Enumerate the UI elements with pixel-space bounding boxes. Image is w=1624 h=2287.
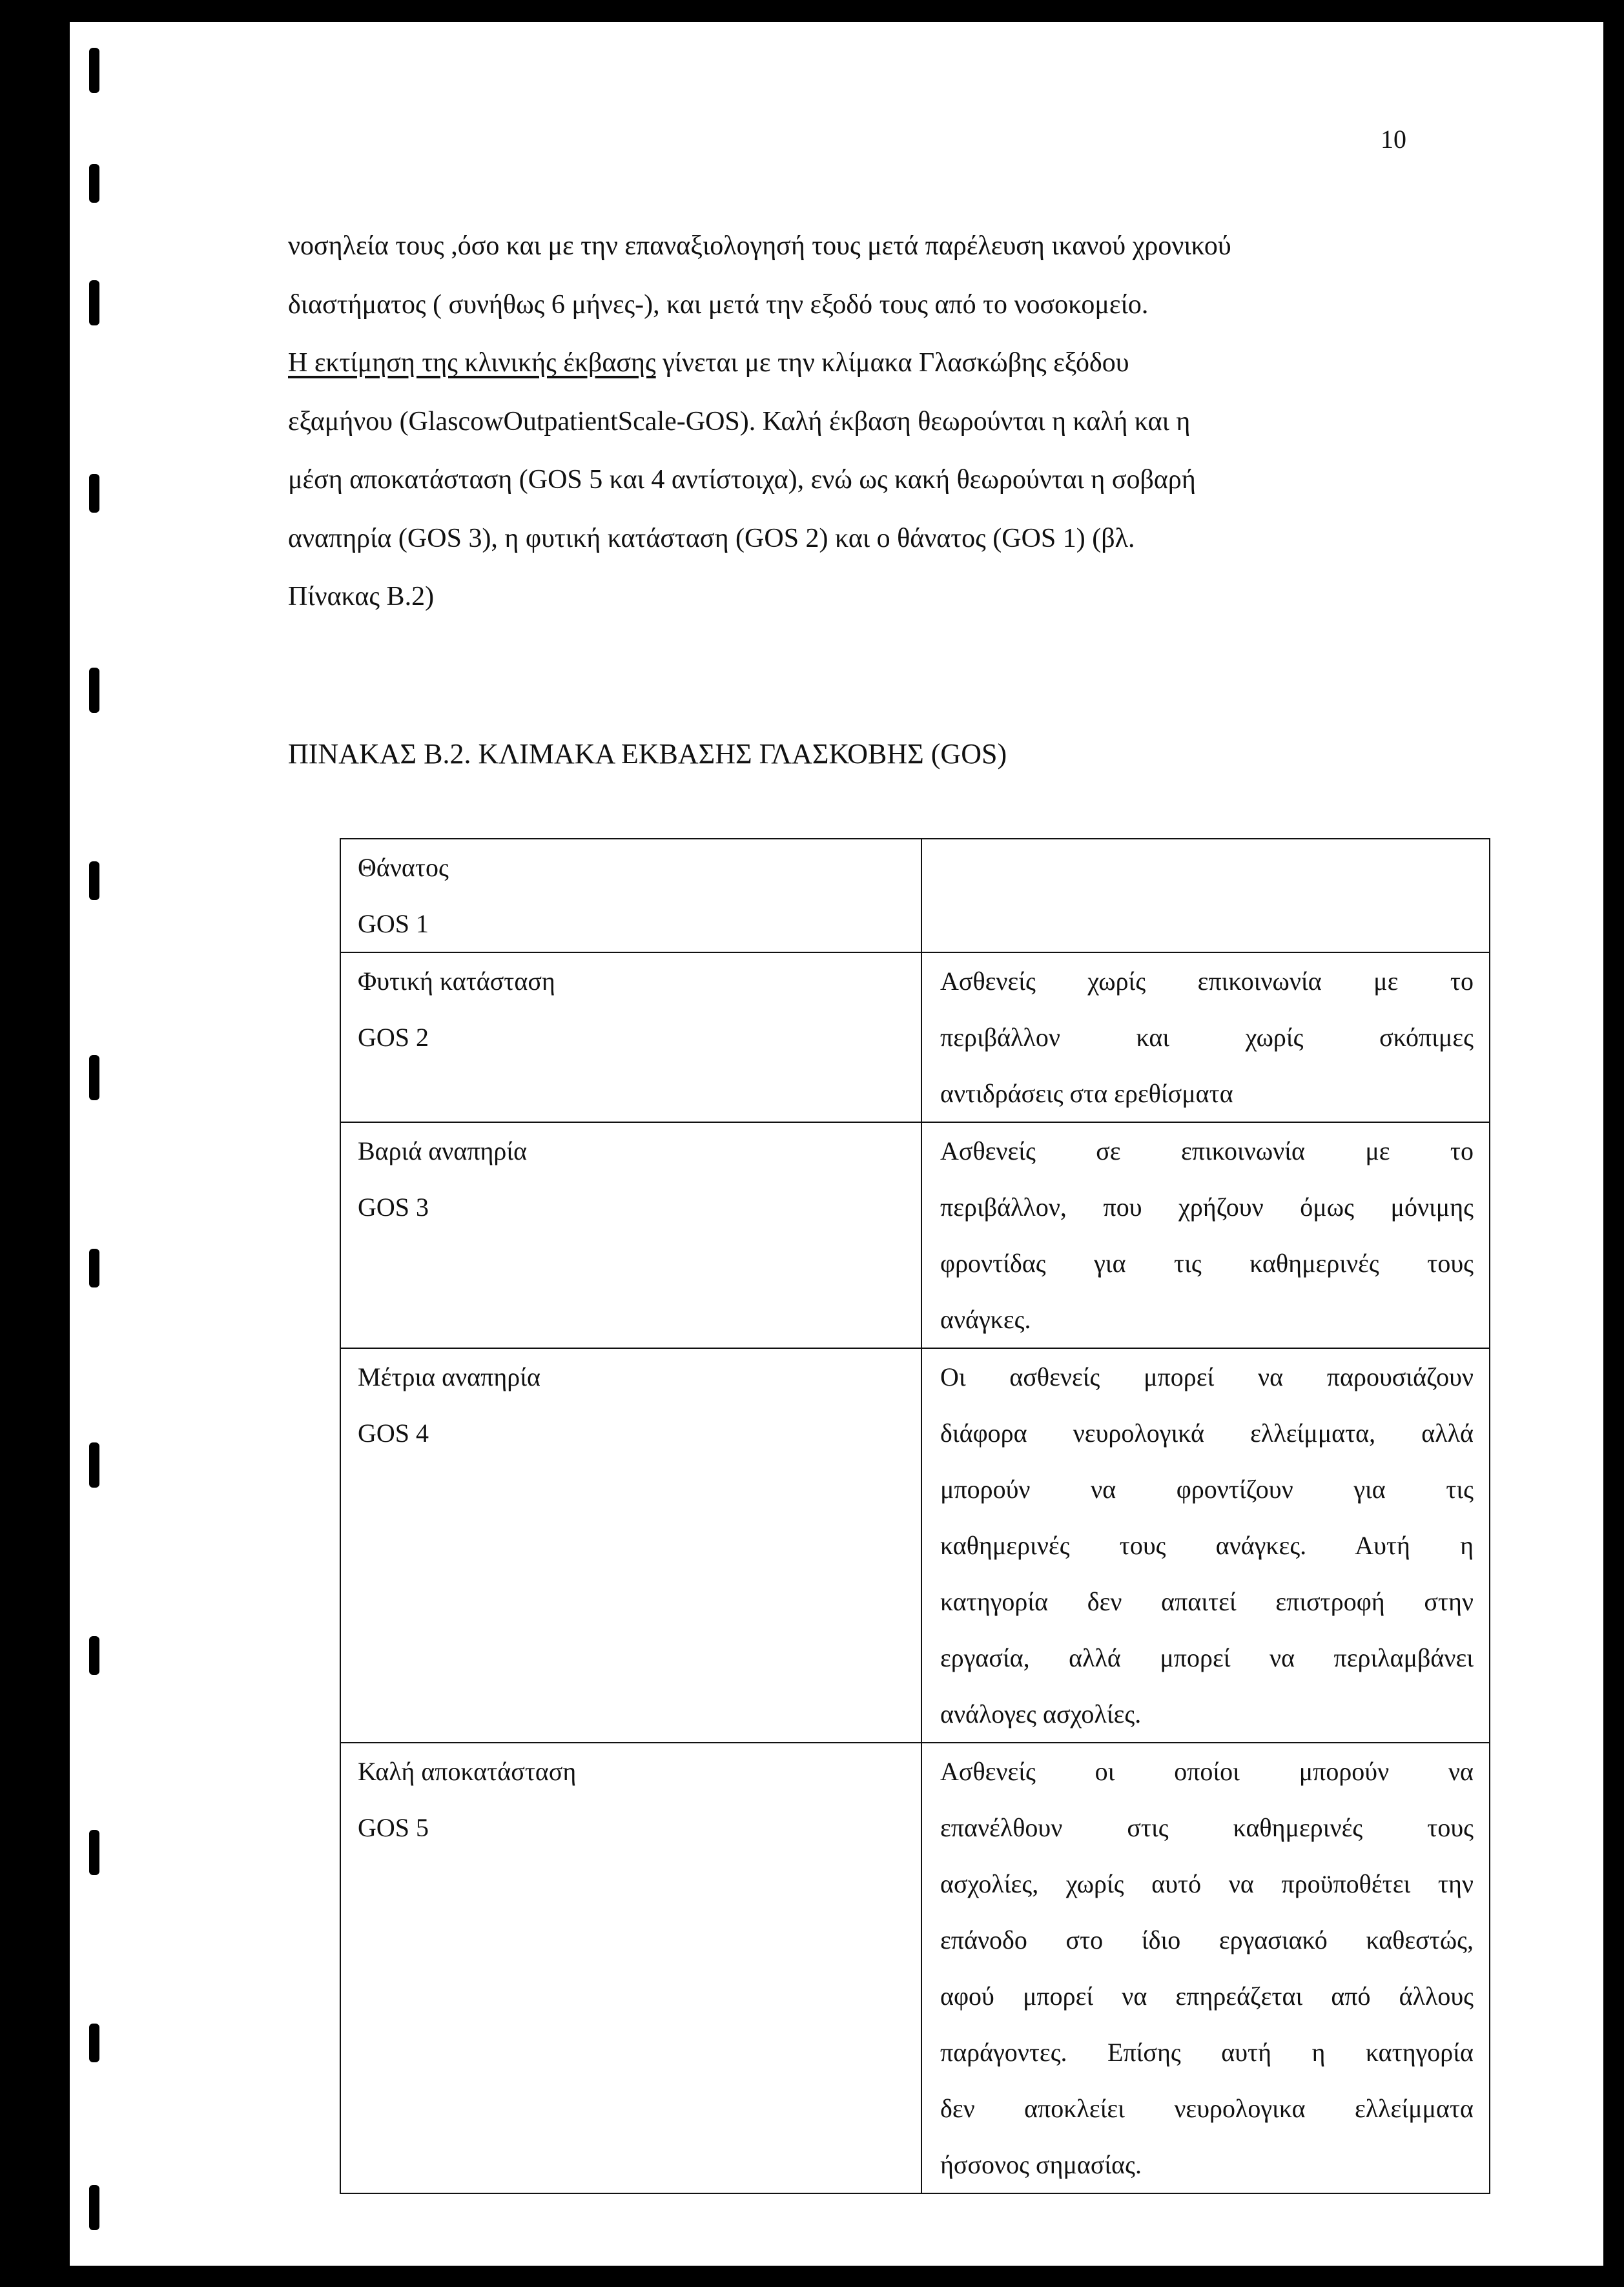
gos-description-line: Ασθενείς χωρίς επικοινωνία με το	[940, 967, 1474, 996]
gos-description-line: Οι ασθενείς μπορεί να παρουσιάζουν	[940, 1362, 1474, 1391]
gos-category-name: Φυτική κατάσταση	[358, 967, 555, 996]
gos-category-cell	[340, 1122, 921, 1348]
underlined-phrase: Η εκτίμηση της κλινικής έκβασης	[288, 348, 656, 378]
gos-description-line: φροντίδας για τις καθημερινές τους	[940, 1249, 1474, 1278]
gos-description-cell	[921, 1122, 1490, 1348]
gos-score-code: GOS 3	[358, 1193, 429, 1222]
binding-punch-mark	[89, 474, 99, 513]
gos-category-cell	[340, 1348, 921, 1743]
gos-table	[340, 838, 1490, 2194]
gos-category-cell	[340, 839, 921, 952]
gos-score-code: GOS 5	[358, 1813, 429, 1842]
gos-description-line: αντιδράσεις στα ερεθίσματα	[940, 1079, 1233, 1108]
gos-description-line: εργασία, αλλά μπορεί να περιλαμβάνει	[940, 1643, 1474, 1672]
gos-description-line: ανάλογες ασχολίες.	[940, 1699, 1142, 1728]
binding-punch-mark	[89, 164, 99, 203]
gos-category-name: Μέτρια αναπηρία	[358, 1362, 540, 1391]
gos-category-name: Βαριά αναπηρία	[358, 1136, 528, 1165]
gos-description-cell	[921, 1348, 1490, 1743]
binding-punch-mark	[89, 2185, 99, 2230]
gos-description-line: ασχολίες, χωρίς αυτό να προϋποθέτει την	[940, 1869, 1474, 1898]
binding-punch-mark	[89, 1055, 99, 1100]
table-caption: ΠΙΝΑΚΑΣ Β.2. ΚΛΙΜΑΚΑ ΕΚΒΑΣΗΣ ΓΛΑΣΚΟΒΗΣ (GOS)	[288, 738, 1007, 770]
paragraph-line: διαστήματος ( συνήθως 6 μήνες-), και μετά την εξοδό τους από το νοσοκομείο.	[288, 289, 1149, 320]
gos-description-line: αφού μπορεί να επηρεάζεται από άλλους	[940, 1982, 1474, 2011]
gos-category-cell	[340, 1743, 921, 2193]
gos-category-name: Θάνατος	[358, 853, 449, 882]
paragraph-line: αναπηρία (GOS 3), η φυτική κατάσταση (GOS 2) και ο θάνατος (GOS 1) (βλ.	[288, 523, 1135, 553]
paragraph-line-rest: γίνεται με την κλίμακα Γλασκώβης εξόδου	[655, 348, 1129, 378]
gos-description-line: επάνοδο στο ίδιο εργασιακό καθεστώς,	[940, 1925, 1474, 1954]
gos-description-line: επανέλθουν στις καθημερινές τους	[940, 1813, 1474, 1842]
gos-description-line: δεν αποκλείει νευρολογικα ελλείμματα	[940, 2094, 1474, 2123]
body-paragraph	[288, 217, 1579, 626]
gos-description-line: περιβάλλον και χωρίς σκόπιμες	[940, 1023, 1474, 1052]
gos-description-cell	[921, 1743, 1490, 2193]
gos-description-line: παράγοντες. Επίσης αυτή η κατηγορία	[940, 2038, 1474, 2067]
gos-score-code: GOS 4	[358, 1419, 429, 1448]
gos-row	[340, 1348, 1490, 1743]
gos-description-line: Ασθενείς οι οποίοι μπορούν να	[940, 1757, 1474, 1786]
binding-punch-mark	[89, 668, 99, 713]
gos-description-cell	[921, 952, 1490, 1122]
binding-punch-mark	[89, 1442, 99, 1488]
gos-description-line: διάφορα νευρολογικά ελλείμματα, αλλά	[940, 1419, 1474, 1448]
paragraph-line: μέση αποκατάσταση (GOS 5 και 4 αντίστοιχα), ενώ ως κακή θεωρούνται η σοβαρή	[288, 465, 1196, 495]
binding-punch-mark	[89, 1636, 99, 1675]
gos-score-code: GOS 2	[358, 1023, 429, 1052]
gos-score-code: GOS 1	[358, 909, 429, 938]
binding-punch-mark	[89, 1249, 99, 1287]
gos-description-cell	[921, 839, 1490, 952]
gos-row	[340, 1122, 1490, 1348]
gos-description-line: περιβάλλον, που χρήζουν όμως μόνιμης	[940, 1193, 1474, 1222]
gos-description-line: κατηγορία δεν απαιτεί επιστροφή στην	[940, 1587, 1474, 1616]
binding-punch-mark	[89, 2024, 99, 2062]
binding-punch-mark	[89, 48, 99, 93]
scanned-page	[70, 22, 1603, 2266]
gos-category-name: Καλή αποκατάσταση	[358, 1757, 577, 1786]
paragraph-line: Πίνακας Β.2)	[288, 582, 435, 611]
paragraph-line: νοσηλεία τους ,όσο και με την επαναξιολογησή τους μετά παρέλευση ικανού χρονικού	[288, 231, 1231, 261]
page-number: 10	[1381, 125, 1406, 154]
paragraph-line	[288, 334, 1579, 393]
binding-punch-mark	[89, 861, 99, 900]
gos-row	[340, 1743, 1490, 2193]
binding-punch-mark	[89, 1830, 99, 1875]
gos-description-line: ανάγκες.	[940, 1305, 1031, 1334]
gos-description-line: Ασθενείς σε επικοινωνία με το	[940, 1136, 1474, 1165]
gos-row	[340, 952, 1490, 1122]
gos-row	[340, 839, 1490, 952]
binding-punch-mark	[89, 280, 99, 325]
gos-category-cell	[340, 952, 921, 1122]
gos-description-line: καθημερινές τους ανάγκες. Αυτή η	[940, 1531, 1474, 1560]
paragraph-line: εξαμήνου (GlascowOutpatientScale-GOS). Καλή έκβαση θεωρούνται η καλή και η	[288, 406, 1191, 436]
gos-description-line: ήσσονος σημασίας.	[940, 2150, 1142, 2179]
gos-description-line: μπορούν να φροντίζουν για τις	[940, 1475, 1474, 1504]
